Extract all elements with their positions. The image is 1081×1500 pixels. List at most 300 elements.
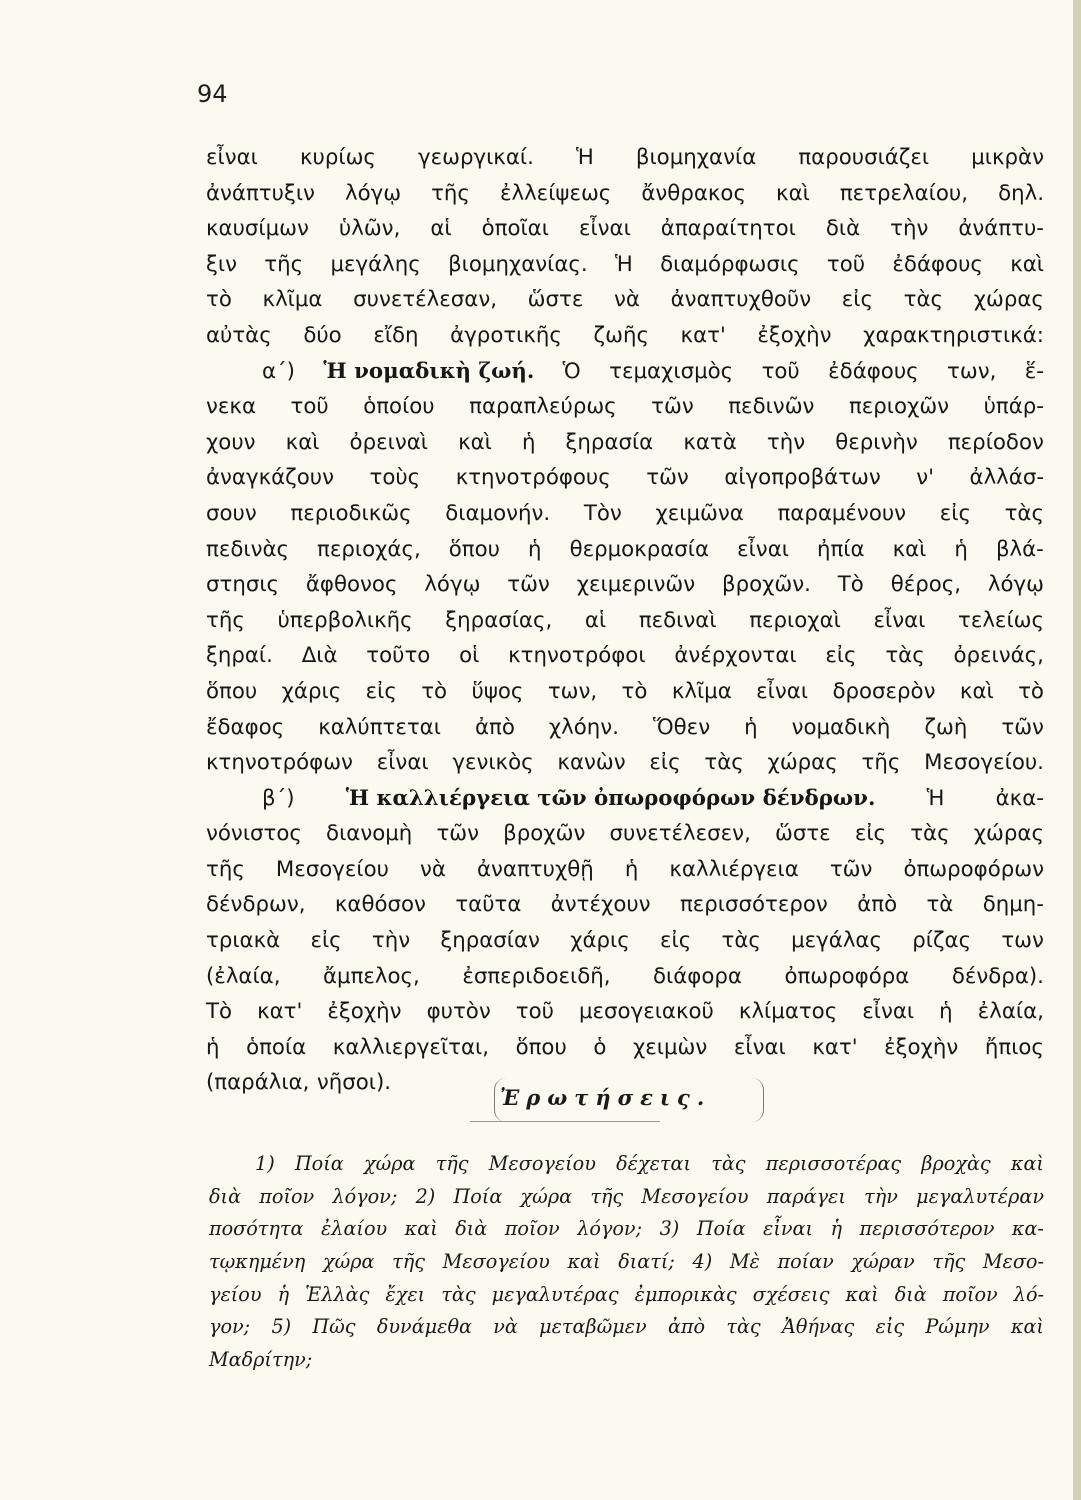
word: τὰς: [903, 287, 944, 313]
word: ὁ: [593, 1034, 607, 1060]
text-line: [206, 710, 1044, 746]
word: λόγῳ: [344, 180, 402, 206]
word: βιομηχανίας.: [448, 251, 588, 277]
word: Ποία: [453, 1184, 503, 1208]
word: καὶ: [845, 1282, 879, 1306]
text-line: [206, 247, 1044, 283]
word: (παράλια,: [206, 1070, 310, 1096]
word: τοῦτο: [366, 643, 431, 669]
word: ξηρασίαν: [440, 928, 540, 954]
word: ποῖον: [259, 1184, 315, 1208]
text-line: [206, 603, 1044, 639]
word: παράγει: [766, 1184, 846, 1208]
word: εἰς: [310, 928, 342, 954]
word: κανὼν: [557, 750, 626, 776]
word: Τὸ: [837, 572, 864, 598]
word: δηλ.: [998, 180, 1044, 206]
word: νὰ: [420, 856, 446, 882]
word: εἰς: [660, 928, 692, 954]
word: καὶ: [959, 678, 994, 704]
word: Ἡ καλλιέργεια τῶν ὀπωροφόρων δένδρων.: [345, 785, 876, 811]
word: ἡ: [830, 1217, 842, 1241]
body-text: [206, 140, 1044, 1101]
word: περισσοτέρας: [765, 1152, 902, 1175]
word: καὶ: [1010, 1152, 1044, 1175]
page-edge: [1073, 0, 1081, 1500]
word: ἀπὸ: [857, 892, 898, 918]
word: εἴδη: [373, 322, 419, 348]
word: παραπλεύρως: [469, 394, 617, 420]
word: λόγῳ: [987, 572, 1044, 598]
word: ἄμπελος,: [323, 963, 420, 989]
word: εἰς: [365, 678, 397, 704]
word: ἔχει: [385, 1282, 426, 1306]
word: νόνιστος: [206, 821, 302, 847]
word: διὰ: [894, 1282, 927, 1306]
word: τοῦ: [290, 394, 329, 420]
word: ἄφθονος: [305, 572, 398, 598]
text-line: [206, 887, 1044, 923]
word: τὸ: [206, 287, 232, 313]
word: τῶν: [646, 465, 689, 491]
word: διαμόρφωσις: [660, 251, 800, 277]
word: ποσότητα: [209, 1217, 304, 1241]
word: συνετέλεσεν,: [609, 821, 751, 847]
text-line: [206, 318, 1044, 354]
word: καὶ: [285, 429, 320, 455]
word: νὰ: [614, 287, 640, 313]
text-line: [206, 282, 1044, 318]
word: ὀρεινάς,: [953, 643, 1044, 669]
word: Ρώμην: [925, 1315, 990, 1339]
word: τῆς: [590, 1184, 624, 1208]
word: νεκα: [206, 394, 256, 420]
word: ἀνάπτυ-: [958, 216, 1044, 242]
word: χώρας: [973, 821, 1044, 847]
word: διανομὴ: [326, 821, 413, 847]
word: ἀπὸ: [474, 714, 515, 740]
word: Μεσογείου: [488, 1152, 596, 1175]
word: θέρος,: [890, 572, 962, 598]
word: ξιν: [206, 251, 237, 277]
word: νὰ: [493, 1315, 518, 1339]
word: λόγῳ: [424, 572, 481, 598]
word: ἐμπορικὰς: [634, 1282, 737, 1306]
word: τὸ: [421, 678, 448, 704]
word: χειμὼν: [632, 1034, 708, 1060]
word: δυνάμεθα: [376, 1315, 472, 1339]
word: Ποία: [696, 1217, 746, 1241]
text-line: [206, 211, 1044, 247]
word: τῶν: [436, 821, 480, 847]
word: μεγαλυτέρας: [491, 1282, 619, 1306]
text-line: [206, 176, 1044, 212]
word: κτηνοτρόφων: [206, 750, 353, 776]
word: ἀναπτυχθῇ: [477, 856, 594, 882]
word: εἰς: [841, 287, 873, 313]
word: τῆς: [264, 251, 304, 277]
word: τὰς: [721, 928, 761, 954]
word: ἐδάφους: [828, 358, 919, 384]
word: τοῦ: [515, 999, 554, 1025]
word: λόγον;: [577, 1217, 643, 1241]
text-line: [206, 959, 1044, 995]
text-line: [206, 140, 1044, 176]
text-line: [206, 816, 1044, 852]
word: μεταβῶμεν: [539, 1315, 647, 1339]
word: ὥστε: [527, 287, 584, 313]
word: ἐλαίου: [321, 1217, 388, 1241]
word: Ὁ: [562, 358, 581, 384]
word: χαρακτηριστικά:: [863, 322, 1044, 348]
word: των,: [947, 358, 997, 384]
word: εἰς: [649, 750, 681, 776]
word: α΄): [262, 358, 295, 384]
word: καὶ: [567, 1250, 601, 1274]
word: περιοχαὶ: [749, 607, 841, 633]
word: τῆς: [206, 856, 245, 882]
word: λό-: [1013, 1282, 1044, 1306]
text-line: [206, 674, 1044, 710]
text-line: [206, 852, 1044, 888]
text-line: [206, 532, 1044, 568]
word: δύο: [303, 322, 342, 348]
word: ὑλῶν,: [338, 216, 401, 242]
word: τὰς: [1004, 500, 1044, 526]
word: ἀντέχουν: [550, 892, 651, 918]
word: ὅπου: [448, 536, 500, 562]
word: καλλιεργεῖται,: [332, 1034, 489, 1060]
word: γείου: [209, 1282, 262, 1306]
text-line: [209, 1213, 1044, 1246]
word: Ἀθήνας: [781, 1315, 855, 1339]
word: χάρις: [570, 928, 630, 954]
word: κλῖμα: [671, 678, 732, 704]
word: τὰς: [910, 821, 950, 847]
word: τὰς: [711, 1152, 746, 1175]
word: τὰς: [726, 1315, 761, 1339]
word: δένδρα).: [951, 963, 1044, 989]
word: περιοχάς,: [317, 536, 421, 562]
word: μεγαλυτέραν: [916, 1184, 1044, 1208]
word: χώρα: [322, 1250, 375, 1274]
word: ὁποῖαι: [481, 216, 549, 242]
word: λόγον;: [332, 1184, 398, 1208]
word: χειμερινῶν: [576, 572, 696, 598]
word: ἠπία: [816, 536, 865, 562]
word: οἱ: [459, 643, 480, 669]
word: τὰς: [885, 643, 925, 669]
word: αἱ: [584, 607, 607, 633]
word: Μεσογείου: [641, 1184, 749, 1208]
word: εἶναι: [763, 1217, 813, 1241]
word: εἶναι: [206, 145, 258, 170]
word: 3): [659, 1217, 680, 1241]
word: τὰς: [704, 750, 744, 776]
word: ἀνέρχονται: [674, 643, 797, 669]
word: ταῦτα: [455, 892, 522, 918]
word: παραμένουν: [777, 500, 907, 526]
word: Τὸ: [206, 999, 233, 1025]
word: ἡ: [206, 1034, 220, 1060]
word: κατὰ: [683, 429, 737, 455]
text-line: [209, 1181, 1044, 1214]
word: περισσότερον: [679, 892, 828, 918]
word: τῆς: [435, 1152, 469, 1175]
word: περιοδικῶς: [290, 500, 412, 526]
word: δέχεται: [616, 1152, 691, 1175]
word: σχέσεις: [752, 1282, 830, 1306]
word: διὰ: [455, 1217, 488, 1241]
word: ποῖον: [504, 1217, 560, 1241]
word: φυτὸν: [426, 999, 491, 1025]
word: των: [1001, 928, 1044, 954]
word: τῆς: [206, 607, 245, 633]
word: καὶ: [404, 1217, 438, 1241]
word: ἡ: [521, 429, 536, 455]
word: χάρις: [281, 678, 342, 704]
word: ἐξοχὴν: [757, 322, 832, 348]
word: χώρα: [520, 1184, 573, 1208]
word: ὑπάρ-: [983, 394, 1044, 420]
word: β΄): [262, 785, 295, 811]
word: εἶναι: [862, 999, 915, 1025]
word: ἡ: [624, 856, 639, 882]
word: Μεσογείου: [442, 1250, 550, 1274]
text-line: [206, 567, 1044, 603]
word: πεδιναὶ: [638, 607, 717, 633]
word: καλύπτεται: [318, 714, 441, 740]
word: στησις: [206, 572, 280, 598]
text-line: [209, 1311, 1044, 1344]
word: χώρας: [767, 750, 838, 776]
word: αἱ: [430, 216, 452, 242]
questions-title: Ἐρωτήσεις.: [500, 1085, 712, 1110]
word: κτηνοτρόφους: [455, 465, 611, 491]
word: τῶν: [507, 572, 550, 598]
word: Μεσο-: [982, 1250, 1044, 1274]
word: καὶ: [1010, 1315, 1044, 1339]
word: δημη-: [982, 892, 1044, 918]
word: διὰ: [209, 1184, 242, 1208]
word: περίοδον: [947, 429, 1044, 455]
word: ὀρειναὶ: [349, 429, 428, 455]
word: Πῶς: [312, 1315, 356, 1339]
word: ἀπαραίτητοι: [660, 216, 796, 242]
word: ἐλλείψεως: [499, 180, 612, 206]
word: ὕψος: [471, 678, 524, 704]
word: διαμονήν.: [445, 500, 551, 526]
word: Ἡ νομαδικὴ ζωή.: [323, 358, 535, 384]
word: κατ': [680, 322, 726, 348]
text-line: [209, 1246, 1044, 1279]
word: τεμαχισμὸς: [609, 358, 734, 384]
word: ἀγροτικῆς: [450, 322, 562, 348]
word: τὴν: [371, 928, 411, 954]
word: δένδρων,: [206, 892, 306, 918]
text-line: [206, 1030, 1044, 1066]
word: τοὺς: [369, 465, 421, 491]
word: ὅπου: [515, 1034, 567, 1060]
word: θερινὴν: [835, 429, 918, 455]
word: Ἑλλὰς: [305, 1282, 370, 1306]
word: χώρα: [363, 1152, 416, 1175]
word: καὶ: [892, 536, 927, 562]
word: ὁποίου: [363, 394, 435, 420]
word: εἶναι: [376, 750, 429, 776]
word: εἶναι: [756, 678, 809, 704]
word: χειμῶνα: [655, 500, 744, 526]
word: ἡ: [954, 536, 968, 562]
word: μεγάλης: [330, 251, 421, 277]
text-line: [209, 1148, 1044, 1181]
word: τῶν: [1001, 714, 1044, 740]
word: χλόην.: [548, 714, 619, 740]
word: γενικὸς: [452, 750, 534, 776]
word: ὥστε: [775, 821, 831, 847]
word: ἀναγκάζουν: [206, 465, 334, 491]
text-line: [206, 781, 1044, 817]
word: νομαδικὴ: [791, 714, 891, 740]
word: νῆσοι).: [316, 1070, 392, 1096]
word: ἐδάφους: [892, 251, 983, 277]
word: ἔδαφος: [206, 714, 285, 740]
word: ἡ: [528, 536, 542, 562]
word: κλῖμα: [262, 287, 323, 313]
word: 2): [415, 1184, 436, 1208]
word: εἰς: [854, 821, 887, 847]
word: ἀναπτυχθοῦν: [670, 287, 812, 313]
word: εἰς: [825, 643, 857, 669]
word: Ἡ: [926, 785, 945, 811]
word: Μεσογείου: [275, 856, 389, 882]
word: Μὲ: [729, 1250, 760, 1274]
questions-text: [209, 1148, 1044, 1377]
word: συνετέλεσαν,: [353, 287, 498, 313]
text-line: [206, 496, 1044, 532]
word: καὶ: [776, 180, 810, 206]
word: ζωῆς: [593, 322, 649, 348]
word: περιοχῶν: [848, 394, 950, 420]
word: πετρελαίου,: [839, 180, 969, 206]
word: Τὸν: [583, 500, 622, 526]
word: τοῦ: [826, 251, 866, 277]
word: Ἡ: [615, 251, 633, 277]
word: τὰ: [926, 892, 954, 918]
word: 4): [692, 1250, 713, 1274]
text-line: [209, 1279, 1044, 1312]
word: αἰγοπροβάτων: [724, 465, 881, 491]
word: τῶν: [829, 856, 873, 882]
word: κα-: [1011, 1217, 1044, 1241]
word: τῆς: [932, 1250, 966, 1274]
word: Μεσογείου.: [924, 750, 1044, 776]
text-line: [206, 389, 1044, 425]
text-line: [209, 1344, 1044, 1377]
word: ὀπωροφόρων: [903, 856, 1044, 882]
text-line: [206, 460, 1044, 496]
word: εἶναι: [733, 1034, 786, 1060]
word: χουν: [206, 429, 256, 455]
word: βλά-: [995, 536, 1044, 562]
word: ἐσπεριδοειδῆ,: [462, 963, 611, 989]
word: χώρας: [973, 287, 1044, 313]
word: ποίαν: [777, 1250, 834, 1274]
word: γεωργικαί.: [418, 145, 534, 170]
word: πεδινῶν: [728, 394, 815, 420]
word: γον;: [209, 1315, 251, 1339]
word: κτηνοτρόφοι: [508, 643, 646, 669]
word: αὐτὰς: [206, 322, 272, 348]
word: τῆς: [431, 180, 470, 206]
word: τὸ: [1018, 678, 1044, 704]
word: Ὅθεν: [652, 714, 711, 740]
word: παρουσιάζει: [798, 145, 930, 170]
word: 5): [271, 1315, 292, 1339]
word: (ἐλαία,: [206, 963, 281, 989]
word: ἐλαία,: [977, 999, 1044, 1025]
word: διὰ: [825, 216, 861, 242]
word: κατ': [812, 1034, 858, 1060]
word: ἀκα-: [995, 785, 1044, 811]
word: ἀπὸ: [667, 1315, 706, 1339]
word: καθόσον: [334, 892, 426, 918]
word: καυσίμων: [206, 216, 309, 242]
word: ἡ: [277, 1282, 290, 1306]
word: βροχῶν: [503, 821, 586, 847]
word: τῆς: [392, 1250, 425, 1274]
word: ἄνθρακος: [641, 180, 746, 206]
word: ἐξοχὴν: [884, 1034, 959, 1060]
word: ἕ-: [1024, 358, 1044, 384]
word: ἐξοχὴν: [327, 999, 402, 1025]
word: μεγάλας: [791, 928, 882, 954]
word: ἀλλάσ-: [969, 465, 1044, 491]
word: ξηρασίας,: [445, 607, 553, 633]
text-line: [206, 354, 1044, 390]
word: τὴν: [864, 1184, 898, 1208]
word: ἡ: [939, 999, 953, 1025]
word: ρίζας: [912, 928, 972, 954]
word: διάφορα: [653, 963, 742, 989]
word: ἤπιος: [984, 1034, 1044, 1060]
word: θερμοκρασία: [569, 536, 710, 562]
word: δροσερὸν: [832, 678, 936, 704]
word: μικρὰν: [971, 145, 1044, 170]
word: εἶναι: [578, 216, 631, 242]
word: χώραν: [851, 1250, 915, 1274]
page-number: 94: [197, 80, 228, 108]
word: σουν: [206, 500, 257, 526]
text-line: [206, 923, 1044, 959]
word: καὶ: [1010, 251, 1044, 277]
word: ὑπερβολικῆς: [277, 607, 413, 633]
word: πεδινὰς: [206, 536, 290, 562]
word: των,: [547, 678, 598, 704]
word: ξηρασία: [565, 429, 654, 455]
word: τὰς: [441, 1282, 476, 1306]
word: τὴν: [890, 216, 929, 242]
word: βροχῶν.: [721, 572, 811, 598]
text-line: [206, 745, 1044, 781]
word: κλίματος: [738, 999, 838, 1025]
word: μεσογειακοῦ: [579, 999, 714, 1025]
word: τριακὰ: [206, 928, 281, 954]
word: καὶ: [458, 429, 492, 455]
word: ξηραί.: [206, 643, 273, 669]
word: ὀπωροφόρα: [784, 963, 910, 989]
word: τελείως: [958, 607, 1044, 633]
